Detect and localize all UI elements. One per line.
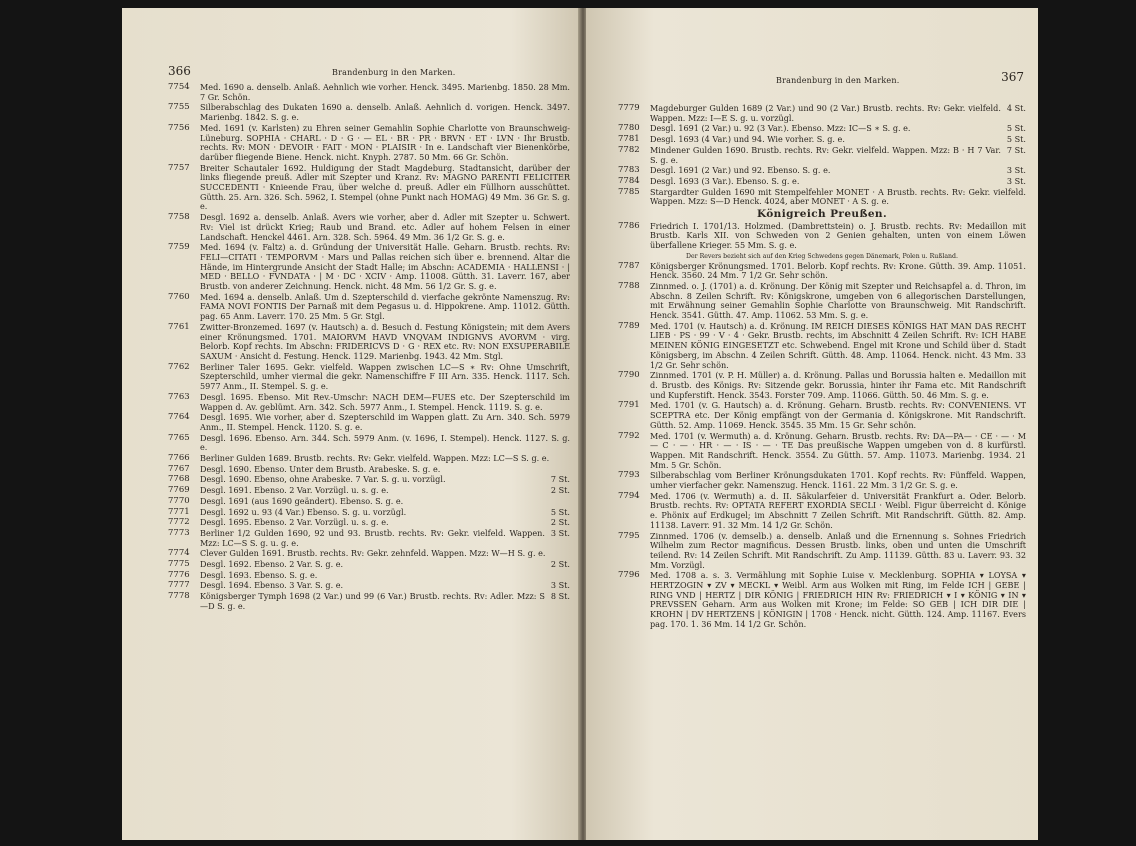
- catalog-entry: [168, 124, 570, 163]
- entry-text: Zinnmed. 1706 (v. demselb.) a. denselb. Anlaß und die Ernennung s. Sohnes Friedrich Wilhelm zum Rector magnificus. Dessen Brustb. links, oben und unten die Umschrift teilend. Rv: 14 Zeilen Schrift. Mit Randschrift. Zu Amp. 11139. Gütth. 83 u. Laverr. 93. 32 Mm. Vorzügl.: [650, 530, 1026, 570]
- entry-text: Desgl. 1691 (aus 1690 geändert). Ebenso. S. g. e.: [200, 495, 404, 506]
- entry-text: 2 St. Desgl. 1695. Ebenso. 2 Var. Vorzügl. u. s. g. e.: [200, 517, 570, 528]
- entry-number: 7762: [168, 361, 190, 372]
- entry-number: 7791: [618, 400, 640, 411]
- catalog-entry: [618, 322, 1026, 371]
- entry-number: 7784: [618, 175, 640, 186]
- entry-number: 7780: [618, 123, 640, 134]
- entry-number: 7787: [618, 260, 640, 271]
- entry-number: 7756: [168, 122, 190, 133]
- catalog-entry: [168, 508, 570, 518]
- entry-text: Clever Gulden 1691. Brustb. rechts. Rv: Gekr. zehnfeld. Wappen. Mzz: W—H S. g. e.: [200, 548, 546, 559]
- catalog-entry: [618, 432, 1026, 471]
- entry-text: Desgl. 1695. Ebenso. Mit Rev.-Umschr: NACH DEM—FUES etc. Der Szepterschild im Wappen d. Av. geblümt. Arn. 342. Sch. 5977 Anm., I. Stempel. Henck. 1119. S. g. e.: [200, 391, 570, 412]
- entry-text: 7 St. Mindener Gulden 1690. Brustb. rechts. Rv: Gekr. vielfeld. Wappen. Mzz: B · H 7 Var. S. g. e.: [650, 144, 1026, 165]
- entry-number: 7774: [168, 548, 190, 559]
- entry-text: Stargardter Gulden 1690 mit Stempelfehler MONET · A Brustb. rechts. Rv: Gekr. vielfeld. Wappen. Mzz: S—D Henck. 4024, aber MONET · A S. g. e.: [650, 186, 1026, 207]
- catalog-entry: [618, 135, 1026, 145]
- catalog-entry: [168, 571, 570, 581]
- entry-number: 7794: [618, 490, 640, 501]
- right-page-number: 367: [1001, 70, 1024, 84]
- entry-text: Med. 1701 (v. Hautsch) a. d. Krönung. IM REICH DIESES KÖNIGS HAT MAN DAS RECHT LIEB · PS · 99 · V · 4 · Gekr. Brustb. rechts, im Abschnitt 4 Zeilen Schrift. Rv: ICH HABE MEINEN KÖNIG EINGESETZT etc. Schwebend. Engel mit Krone und Schild über d. Stadt Königsberg, im Abschn. 4 Zeilen Schrift. Gütth. 48. Amp. 11064. Henck. nicht. 43 Mm. 33 1/2 Gr. Sehr schön.: [650, 320, 1026, 370]
- entry-number: 7755: [168, 102, 190, 113]
- entry-text: Med. 1691 (v. Karlsten) zu Ehren seiner Gemahlin Sophie Charlotte von Braunschweig-Lüneburg. SOPHIA · CHARL · D · G · — EL · BR · PR · BRVN · ET · LVN · Ihr Brustb. rechts. Rv: MON · DEVOIR · FAIT · MON · PLAISIR · In e. Landschaft vier Bienenkörbe, darüber fliegende Biene. Henck. nicht. Knyph. 2787. 50 Mm. 66 Gr. Schön.: [200, 122, 570, 162]
- entry-text: Desgl. 1696. Ebenso. Arn. 344. Sch. 5979 Anm. (v. 1696, I. Stempel). Henck. 1127. S. g. e.: [200, 432, 570, 453]
- entry-text: Med. 1708 a. s. 3. Vermählung mit Sophie Luise v. Mecklenburg. SOPHIA ▾ LOYSA ▾ HERTZOGIN ▾ ZV ▾ MECKL ▾ Weibl. Arm aus Wolken mit Ring, im Felde ICH | GEBE | RING VND | HERTZ | DIR KÖNIG | FRIEDRICH HIN Rv: FRIEDRICH ▾ I ▾ KÖNIG ▾ IN ▾ PREVSSEN Geharn. Arm aus Wolken mit Krone; im Felde: SO GEB | ICH DIR DIE | KROHN | DV HERTZENS | KÖNIGIN | 1708 · Henck. nicht. Gütth. 124. Amp. 11167. Evers pag. 170. 1. 36 Mm. 14 1/2 Gr. Schön.: [650, 570, 1026, 629]
- entry-number: 7770: [168, 495, 190, 506]
- entry-number: 7795: [618, 530, 640, 541]
- entry-count: 3 St.: [550, 580, 570, 591]
- entry-text: Friedrich I. 1701/13. Holzmed. (Dambrettstein) o. J. Brustb. rechts. Rv: Medaillon mit Brustb. Karls XII. von Schweden von 2 Genien gehalten, unten von einem Löwen überfallene Krieger. 55 Mm. S. g. e.: [650, 220, 1026, 251]
- catalog-entry: [618, 532, 1026, 571]
- catalog-entry: [168, 529, 570, 548]
- catalog-entry: [618, 571, 1026, 629]
- entry-number: 7782: [618, 144, 640, 155]
- entry-text: Silberabschlag vom Berliner Krönungsdukaten 1701. Kopf rechts. Rv: Fünffeld. Wappen, umher vierfacher gekr. Namenszug. Henck. 1161. 22 Mm. 3 1/2 Gr. S. g. e.: [650, 470, 1026, 491]
- entry-text: Berliner Taler 1695. Gekr. vielfeld. Wappen zwischen LC—S ∗ Rv: Ohne Umschrift, Szepterschild, umher viermal die gekr. Namenschiffre F III Arn. 335. Henck. 1117. Sch. 5977 Anm., II. Stempel. S. g. e.: [200, 361, 570, 392]
- entry-text: 5 St. Desgl. 1691 (2 Var.) u. 92 (3 Var.). Ebenso. Mzz: IC—S ∗ S. g. e.: [650, 123, 1026, 134]
- catalog-entry: [618, 177, 1026, 187]
- entry-number: 7768: [168, 474, 190, 485]
- entry-number: 7793: [618, 470, 640, 481]
- catalog-entry: [168, 497, 570, 507]
- entry-number: 7764: [168, 412, 190, 423]
- entry-text: 7 St. Desgl. 1690. Ebenso, ohne Arabeske. 7 Var. S. g. u. vorzügl.: [200, 474, 570, 485]
- entry-number: 7766: [168, 453, 190, 464]
- catalog-entry: [168, 592, 570, 611]
- entry-number: 7763: [168, 391, 190, 402]
- entry-number: 7761: [168, 321, 190, 332]
- entry-count: 4 St.: [1006, 103, 1026, 113]
- catalog-entry: [618, 146, 1026, 165]
- catalog-entry: [168, 103, 570, 122]
- entry-number: 7758: [168, 212, 190, 223]
- entry-count: 8 St.: [550, 591, 570, 602]
- entry-text: Zinnmed. 1701 (v. P. H. Müller) a. d. Krönung. Pallas und Borussia halten e. Medaillon mit d. Brustb. des Königs. Rv: Sitzende gekr. Borussia, hinter ihr Fama etc. Mit Randschrift und Kupferstift. Henck. 3543. Forster 709. Amp. 11066. Gütth. 50. 46 Mm. S. g. e.: [650, 370, 1026, 400]
- entry-number: 7779: [618, 103, 640, 113]
- catalog-entry: [618, 104, 1026, 123]
- entry-text: Med. 1694 a. denselb. Anlaß. Um d. Szepterschild d. vierfache gekrönte Namenszug. Rv: FAMA NOVI FONTIS Der Parnaß mit dem Pegasus u. d. Hippokrene. Amp. 11012. Gütth. pag. 65 Anm. Laverr. 170. 25 Mm. 5 Gr. Stgl.: [200, 291, 570, 322]
- entry-count: 5 St.: [1006, 134, 1026, 145]
- left-entry-list: [168, 83, 570, 613]
- section-title: Königreich Preußen.: [756, 208, 888, 221]
- entry-text: Med. 1701 (v. G. Hautsch) a. d. Krönung. Geharn. Brustb. rechts. Rv: CONVENIENS. VT SCEPTRA etc. Der König empfängt von der Germania d. Königskrone. Mit Randschrift. Gütth. 52. Amp. 11069. Henck. 3545. 35 Mm. 15 Gr. Sehr schön.: [650, 400, 1026, 430]
- entry-number: 7788: [618, 280, 640, 291]
- catalog-entry: [618, 166, 1026, 176]
- entry-text: Berliner Gulden 1689. Brustb. rechts. Rv: Gekr. vielfeld. Wappen. Mzz: LC—S S. g. e.: [200, 453, 550, 464]
- entry-text: Med. 1701 (v. Wermuth) a. d. Krönung. Geharn. Brustb. rechts. Rv: DA—PA— · CE · — · M — C · — · HR · — · IS · — · TE Das preußische Wappen umgeben von d. 8 kurfürstl. Wappen. Mit Randschrift. Henck. 3554. Zu Gütth. 57. Amp. 11073. Marienbg. 1934. 21 Mm. 5 Gr. Schön.: [650, 430, 1026, 470]
- entry-number: 7760: [168, 291, 190, 302]
- catalog-entry: [168, 293, 570, 322]
- entry-text: 2 St. Desgl. 1692. Ebenso. 2 Var. S. g. e.: [200, 559, 570, 570]
- entry-number: 7790: [618, 370, 640, 381]
- entry-number: 7781: [618, 134, 640, 145]
- entry-count: 3 St.: [1006, 165, 1026, 176]
- entry-text: 3 St. Desgl. 1693 (3 Var.). Ebenso. S. g. e.: [650, 175, 1026, 186]
- catalog-entry: [168, 581, 570, 591]
- entry-number: 7786: [618, 220, 640, 231]
- catalog-entry: [168, 486, 570, 496]
- catalog-entry: [168, 454, 570, 464]
- entry-number: 7757: [168, 162, 190, 173]
- entry-count: 7 St.: [1006, 144, 1026, 155]
- entry-text: Silberabschlag des Dukaten 1690 a. denselb. Anlaß. Aehnlich d. vorigen. Henck. 3497. Marienbg. 1842. S. g. e.: [200, 102, 570, 123]
- catalog-entry: [168, 465, 570, 475]
- entry-number: 7771: [168, 506, 190, 517]
- entry-number: 7754: [168, 82, 190, 92]
- left-running-head: Brandenburg in den Marken.: [332, 68, 456, 77]
- entry-text: Med. 1706 (v. Wermuth) a. d. II. Säkularfeier d. Universität Frankfurt a. Oder. Belorb. Brustb. rechts. Rv: OPTATA REFERT EXORDIA SECLI · Weibl. Figur überreicht d. Könige e. Phönix auf Erdkugel; im Abschnitt 7 Zeilen Schrift. Mit Randschrift. Gütth. 82. Amp. 11138. Laverr. 91. 32 Mm. 14 1/2 Gr. Schön.: [650, 490, 1026, 530]
- catalog-entry: [168, 475, 570, 485]
- entry-number: 7769: [168, 485, 190, 496]
- entry-number: 7767: [168, 463, 190, 474]
- entry-number: 7776: [168, 569, 190, 580]
- catalog-entry: [618, 471, 1026, 490]
- entry-text: Med. 1690 a. denselb. Anlaß. Aehnlich wie vorher. Henck. 3495. Marienbg. 1850. 28 Mm. 7 Gr. Schön.: [200, 82, 570, 102]
- catalog-entry: [168, 213, 570, 242]
- entry-number: 7789: [618, 320, 640, 331]
- entry-text: Desgl. 1690. Ebenso. Unter dem Brustb. Arabeske. S. g. e.: [200, 463, 441, 474]
- left-page-number: 366: [168, 64, 191, 78]
- entry-number: 7792: [618, 430, 640, 441]
- entry-count: 3 St.: [1006, 175, 1026, 186]
- entry-text: 5 St. Desgl. 1693 (4 Var.) und 94. Wie vorher. S. g. e.: [650, 134, 1026, 145]
- entry-count: 3 St.: [550, 527, 570, 538]
- catalog-entry: [618, 124, 1026, 134]
- entry-text: 8 St. Königsberger Tymph 1698 (2 Var.) und 99 (6 Var.) Brustb. rechts. Rv: Adler. Mzz: S—D S. g. e.: [200, 591, 570, 611]
- entry-number: 7796: [618, 570, 640, 581]
- entry-text: Med. 1694 (v. Faltz) a. d. Gründung der Universität Halle. Geharn. Brustb. rechts. Rv: FELI—CITATI · TEMPORVM · Mars und Pallas reichen sich über e. brennend. Altar die Hände, im Hintergrunde Ansicht der Stadt Halle; im Abschn: ACADEMIA · HALLENSI · | MED · BELLO · FVNDATA · | M · DC · XCIV · Amp. 11008. Gütth. 31. Laverr. 167, aber Brustb. von anderer Zeichnung. Henck. nicht. 48 Mm. 56 1/2 Gr. S. g. e.: [200, 242, 570, 292]
- catalog-entry: [168, 363, 570, 392]
- entry-text: 2 St. Desgl. 1691. Ebenso. 2 Var. Vorzügl. u. s. g. e.: [200, 485, 570, 496]
- entry-text: Zinnmed. o. J. (1701) a. d. Krönung. Der König mit Szepter und Reichsapfel a. d. Thron, im Abschn. 8 Zeilen Schrift. Rv: Königskrone, umgeben von 6 allegorischen Darstellungen, mit Erwähnung seiner Gemahlin Sophie Charlotte von Braunschweig. Mit Randschrift. Henck. 3541. Gütth. 47. Amp. 11062. 53 Mm. S. g. e.: [650, 280, 1026, 321]
- catalog-entry: [618, 371, 1026, 400]
- entry-count: 7 St.: [550, 474, 570, 485]
- catalog-entry: [168, 393, 570, 412]
- catalog-entry: [168, 243, 570, 292]
- catalog-entry: [168, 518, 570, 528]
- entry-text: Desgl. 1692 a. denselb. Anlaß. Avers wie vorher, aber d. Adler mit Szepter u. Schwert. Rv: Viel ist drückt Krieg; Raub und Brand. etc. Adler auf hohem Felsen in einer Landschaft. Henckel 4461. Arn. 328. Sch. 5964. 49 Mm. 36 1/2 Gr. S. g. e.: [200, 212, 570, 242]
- entry-number: 7765: [168, 432, 190, 443]
- catalog-entry: [618, 222, 1026, 251]
- catalog-entry: [618, 492, 1026, 531]
- entry-number: 7783: [618, 165, 640, 176]
- entry-text: Zwitter-Bronzemed. 1697 (v. Hautsch) a. d. Besuch d. Festung Königstein; mit dem Avers einer Krönungsmed. 1701. MAIORVM HAVD VNQVAM INDIGNVS AVORVM · virg. Belorb. Kopf rechts. Im Abschn: FRIDERICVS D · G · REX etc. Rv: NON EXSUPERABILE SAXUM · Ansicht d. Festung. Henck. 1129. Marienbg. 1943. 42 Mm. Stgl.: [200, 321, 570, 361]
- entry-text: Desgl. 1695. Wie vorher, aber d. Szepterschild im Wappen glatt. Zu Arn. 340. Sch. 5979 Anm., II. Stempel. Henck. 1120. S. g. e.: [200, 412, 570, 432]
- entry-number: 7777: [168, 580, 190, 591]
- catalog-entry: [168, 549, 570, 559]
- entry-text: Breiter Schautaler 1692. Huldigung der Stadt Magdeburg. Stadtansicht, darüber der links fliegende preuß. Adler mit Szepter und Kranz. Rv: MAGNO PARENTI FELICITER SUCCEDENTI · Knieende Frau, über welche d. preuß. Adler ein Füllhorn ausschüttet. Gütth. 25. Arn. 326. Sch. 5962, I. Stempel (ohne Punkt nach HOMAG) 49 Mm. 36 Gr. S. g. e.: [200, 162, 570, 212]
- entry-note: Der Revers bezieht sich auf den Krieg Schwedens gegen Dänemark, Polen u. Rußland.: [686, 252, 958, 260]
- catalog-entry: [618, 401, 1026, 430]
- catalog-entry: [618, 282, 1026, 321]
- left-page: [122, 8, 580, 840]
- entry-text: 3 St. Berliner 1/2 Gulden 1690, 92 und 93. Brustb. rechts. Rv: Gekr. vielfeld. Wappen. Mzz: LC—S S. g. u. g. e.: [200, 527, 570, 548]
- entry-number: 7775: [168, 559, 190, 570]
- catalog-entry: [168, 83, 570, 102]
- entry-count: 5 St.: [550, 506, 570, 517]
- entry-text: 3 St. Desgl. 1691 (2 Var.) und 92. Ebenso. S. g. e.: [650, 165, 1026, 176]
- entry-count: 2 St.: [550, 485, 570, 496]
- catalog-entry: [168, 413, 570, 432]
- entry-count: 5 St.: [1006, 123, 1026, 134]
- right-entry-list: [618, 104, 1026, 631]
- entry-number: 7759: [168, 242, 190, 253]
- entry-number: 7778: [168, 591, 190, 602]
- entry-text: 5 St. Desgl. 1692 u. 93 (4 Var.) Ebenso. S. g. u. vorzügl.: [200, 506, 570, 517]
- entry-text: Königsberger Krönungsmed. 1701. Belorb. Kopf rechts. Rv: Krone. Gütth. 39. Amp. 11051. Henck. 3560. 24 Mm. 7 1/2 Gr. Sehr schön.: [650, 260, 1026, 281]
- entry-count: 2 St.: [550, 517, 570, 528]
- entry-text: 3 St. Desgl. 1694. Ebenso. 3 Var. S. g. e.: [200, 580, 570, 591]
- entry-number: 7773: [168, 527, 190, 538]
- entry-number: 7772: [168, 517, 190, 528]
- catalog-entry: [168, 323, 570, 362]
- entry-number: 7785: [618, 186, 640, 197]
- entry-count: 2 St.: [550, 559, 570, 570]
- catalog-entry: [168, 164, 570, 213]
- right-running-head: Brandenburg in den Marken.: [776, 76, 900, 85]
- entry-text: 4 St. Magdeburger Gulden 1689 (2 Var.) und 90 (2 Var.) Brustb. rechts. Rv: Gekr. vielfeld. Wappen. Mzz: I—E S. g. u. vorzügl.: [650, 103, 1026, 123]
- catalog-entry: [168, 560, 570, 570]
- catalog-entry: [168, 434, 570, 453]
- right-page: [586, 8, 1038, 840]
- catalog-entry: [618, 188, 1026, 207]
- catalog-entry: [618, 262, 1026, 281]
- entry-text: Desgl. 1693. Ebenso. S. g. e.: [200, 569, 318, 580]
